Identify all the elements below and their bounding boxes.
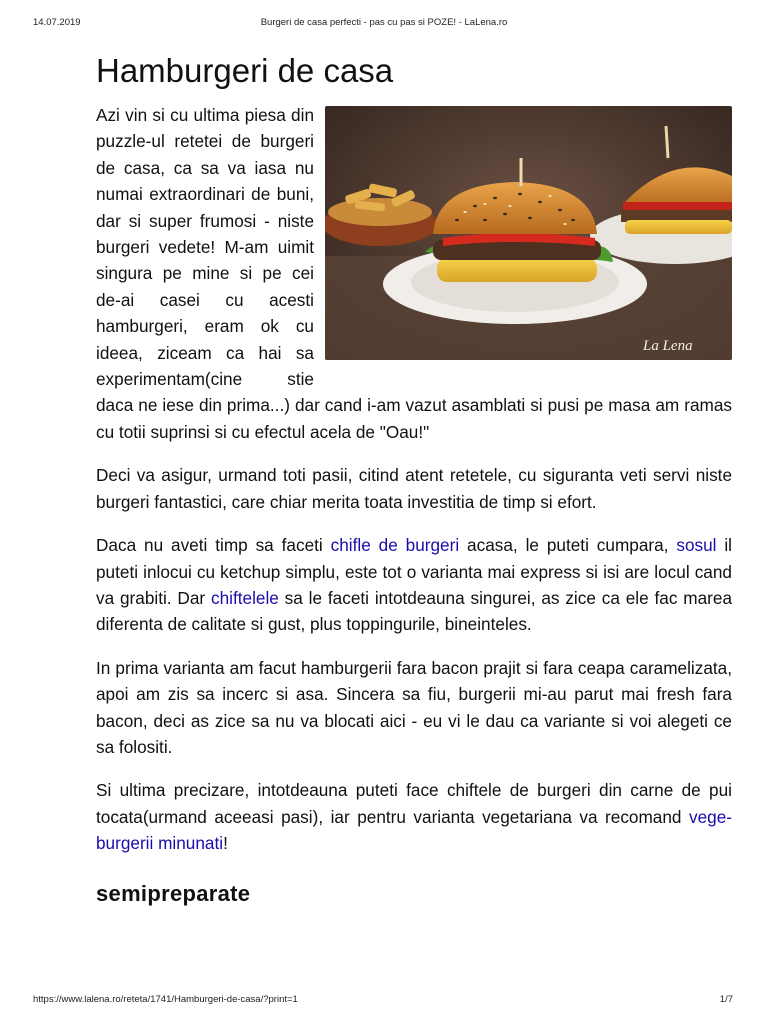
sauce-link[interactable]: sosul [676, 535, 717, 556]
variants-paragraph: In prima varianta am facut hamburgerii fara bacon prajit si fara ceapa caramelizata, apoi am zis sa incerc si asa. Sincera sa fiu, burgerii mi-au parut mai fresh fara bacon, deci as zice sa nu va blocati aici - eu vi le dau ca variante si voi alegeti ce sa folositi. [96, 657, 732, 757]
shortcuts-paragraph [96, 532, 732, 638]
patties-link[interactable]: chiftelele [210, 587, 279, 608]
final-note-text-2: ! [223, 833, 228, 854]
intro-paragraph [96, 102, 732, 445]
print-date: 14.07.2019 [33, 17, 81, 28]
shortcuts-text-2: acasa, le puteti cumpara, [459, 535, 677, 556]
shortcuts-text-3: il puteti inlocui cu ketchup simplu, este tot o varianta mai express si isi are locul cand va grabiti. Dar [96, 535, 732, 608]
burger-buns-link[interactable]: chifle de burgeri [330, 535, 460, 556]
article-title: Hamburgeri de casa [96, 52, 394, 89]
shortcuts-text-4: sa le faceti intotdeauna singurei, as zice ca ele fac marea diferenta de calitate si gust, plus toppingurile, bineinteles. [96, 587, 732, 635]
intro-text: Azi vin si cu ultima piesa din puzzle-ul retetei de burgeri de casa, ca sa va iasa nu numai extraordinari de buni, dar si super frumosi - niste burgeri vedete! M-am uimit singura pe mine si pe cei de-ai casei cu acesti hamburgeri, eram ok cu ideea, ziceam ca hai sa experimentam(cine stie daca ne iese din prima...) dar cand i-am vazut asamblati si pusi pe masa am ramas cu totii suprinsi si cu efectul acela de "Oau!" [96, 105, 732, 442]
photo-watermark: La Lena [643, 338, 693, 354]
veggie-burgers-link[interactable]: vege-burgerii minunati [96, 806, 732, 854]
final-note-paragraph [96, 777, 732, 856]
article [96, 50, 732, 907]
print-url: https://www.lalena.ro/reteta/1741/Hamburgeri-de-casa/?print=1 [33, 994, 298, 1005]
shortcuts-text-1: Daca nu aveti timp sa faceti [96, 535, 331, 556]
print-page-number: 1/7 [719, 994, 733, 1005]
assurance-paragraph: Deci va asigur, urmand toti pasii, citind atent retetele, cu siguranta veti servi niste burgeri fantastici, care chiar merita toata investitia de timp si efort. [96, 465, 732, 512]
print-page-title: Burgeri de casa perfecti - pas cu pas si POZE! - LaLena.ro [260, 17, 508, 28]
final-note-text-1: Si ultima precizare, intotdeauna puteti face chiftele de burgeri din carne de pui tocata(urmand aceeasi pasi), iar pentru varianta vegetariana va recomand [96, 780, 732, 827]
section-heading-semipreparate: semipreparate [96, 880, 251, 906]
burger-photo [325, 106, 732, 360]
